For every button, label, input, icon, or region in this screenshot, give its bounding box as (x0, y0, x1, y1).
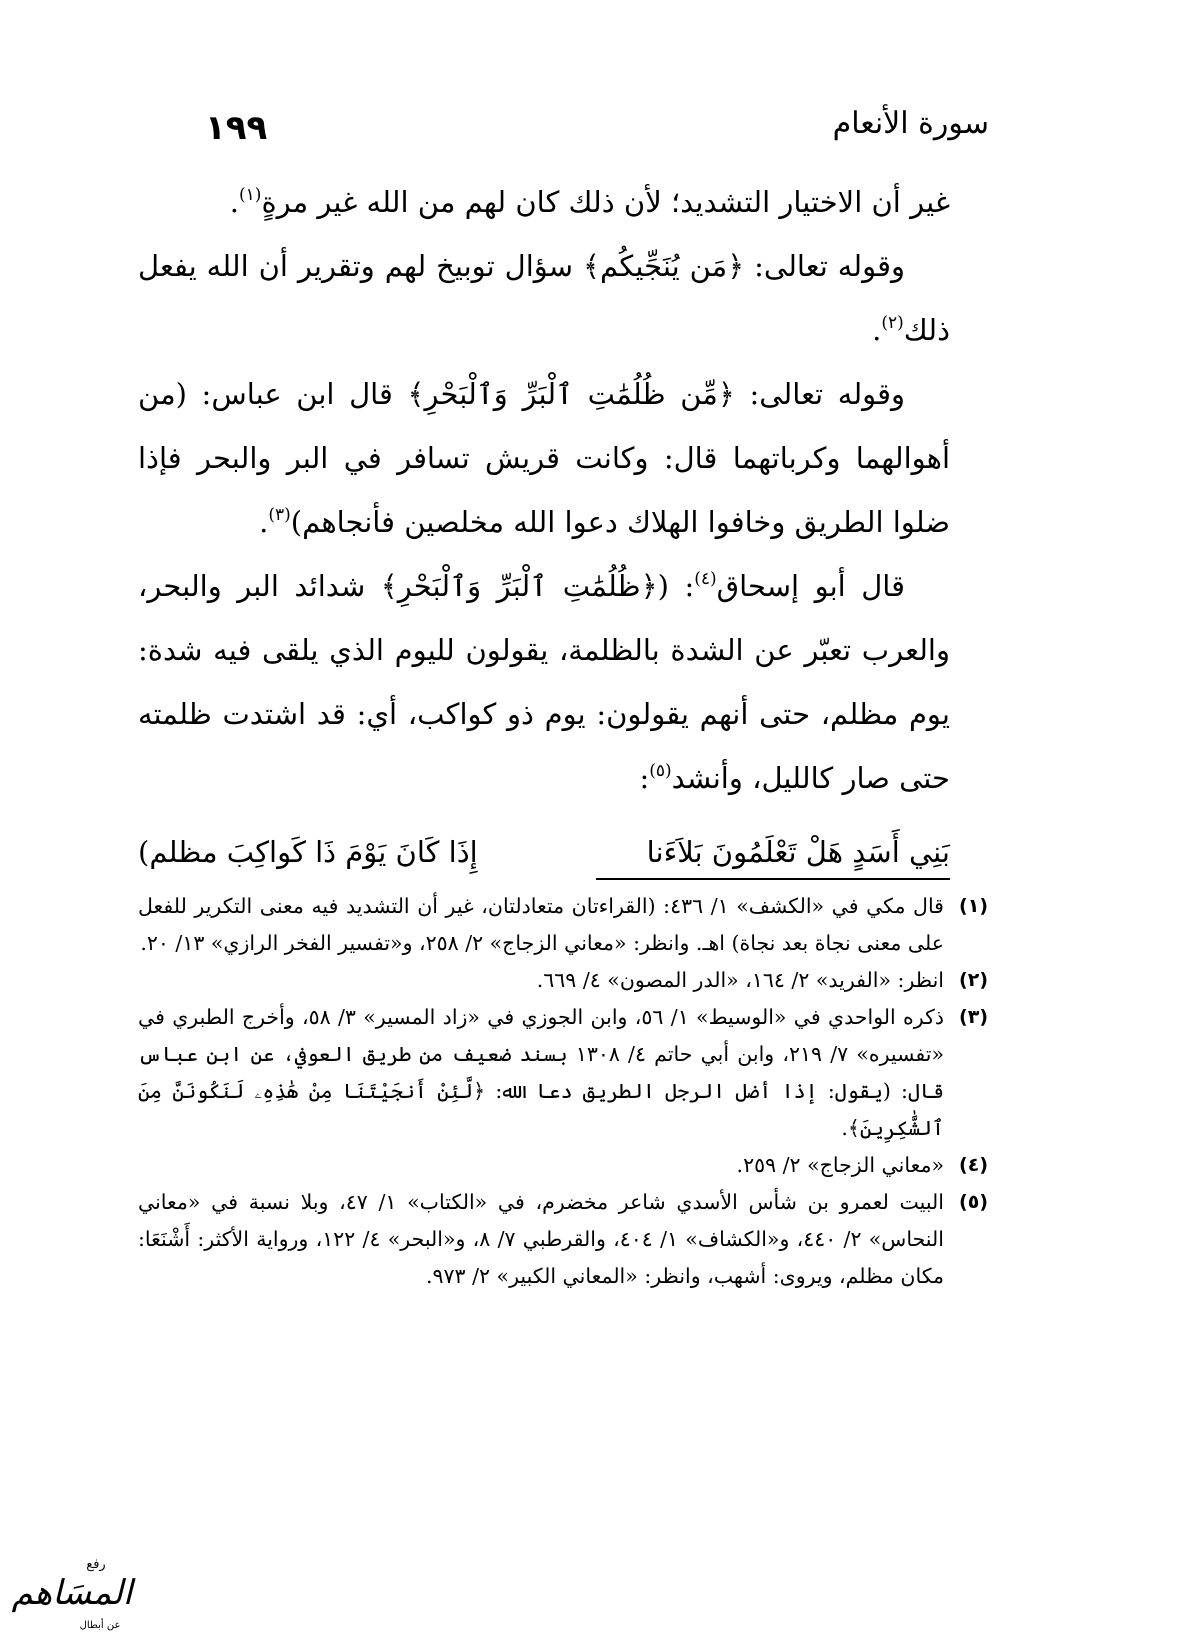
footnote-text: قال مكي في «الكشف» ١/ ٤٣٦: (القراءتان متعادلتان، غير أن التشديد فيه معنى التكرير للفعل على معنى نجاة بعد نجاة) اهـ. وانظر: «معاني الزجاج» ٢/ ٢٥٨، و«تفسير الفخر الرازي» ١٣/ ٢٠. (138, 894, 944, 955)
footnote-text: انظر: «الفريد» ٢/ ١٦٤، «الدر المصون» ٤/ ٦٦٩. (536, 968, 944, 992)
footnote-text: البيت لعمرو بن شأس الأسدي شاعر مخضرم، في «الكتاب» ١/ ٤٧، وبلا نسبة في «معاني النحاس» ٢/ ٤٤٠، و«الكشاف» ١/ ٤٠٤، والقرطبي ٧/ ٨، و«البحر» ٤/ ١٢٢، ورواية الأكثر: أَشْنَعَا: مكان مظلم، ويروى: أشهب، وانظر: «المعاني الكبير» ٢/ ٩٧٣. (138, 1190, 944, 1288)
footnote-ref-3: (٣) (268, 505, 291, 525)
paragraph-2: وقوله تعالى: ﴿مَن يُنَجِّيكُم﴾ سؤال توبيخ لهم وتقرير أن الله يفعل ذلك$^{(٢)}$. (138, 249, 950, 347)
paragraph-4-part-a: قال أبو إسحاق (716, 569, 906, 603)
logo-main-text: المسَاهم (11, 1573, 133, 1613)
verse-first-hemistich: بَنِي أَسَدٍ هَلْ تَعْلَمُونَ بَلاَءَنا (646, 835, 950, 869)
footnote-number: (١) (959, 895, 988, 917)
footnote-3 (138, 999, 988, 1147)
main-text (138, 170, 950, 810)
footnote-number: (٤) (959, 1154, 988, 1176)
verse-second-hemistich: إِذَا كَانَ يَوْمَ ذَا كَواكِبَ مظلم) (138, 835, 478, 869)
footnotes-section (138, 888, 988, 1295)
footnote-ref-1: (١) (239, 185, 262, 205)
publisher-logo (0, 1552, 150, 1644)
paragraph-1: غير أن الاختيار التشديد؛ لأن ذلك كان لهم من الله غير مرةٍ$^{(١)}$. (229, 185, 950, 219)
page-number: ١٩٩ (205, 108, 268, 148)
paragraph-2-text: وقوله تعالى: ﴿مَن يُنَجِّيكُم﴾ سؤال توبيخ لهم وتقرير أن الله يفعل ذلك (138, 249, 950, 347)
surah-title: سورة الأنعام (832, 106, 989, 141)
paragraph-4-part-c: : (639, 761, 650, 795)
footnote-number: (٢) (959, 969, 988, 991)
footnote-2 (138, 962, 988, 999)
footnote-text: «معاني الزجاج» ٢/ ٢٥٩. (736, 1153, 944, 1177)
logo-sub-text: عن أبطال (79, 1620, 121, 1631)
footnote-ref-2: (٢) (881, 313, 904, 333)
poetry-verse (138, 820, 950, 884)
footnote-text: ذكره الواحدي في «الوسيط» ١/ ٥٦، وابن الجوزي في «زاد المسير» ٣/ ٥٨، وأخرج الطبري في «تفسيره» ٧/ ٢١٩، وابن أبي حاتم ٤/ ١٣٠٨ بسند ضعيف من طريق العوفي، عن ابن عباس قال: (يقول: إذا أضل الرجل الطريق دعا الله: ﴿لَّئِنْ أَنجَيْتَنَا مِنْ هَٰذِهِۦ لَنَكُونَنَّ مِنَ ٱلشَّٰكِرِينَ﴾. (138, 1005, 944, 1140)
paragraph-3-text: وقوله تعالى: ﴿مِّن ظُلُمَٰتِ ٱلْبَرِّ وَٱلْبَحْرِ﴾ قال ابن عباس: (من أهوالهما وكرباتهما قال: وكانت قريش تسافر في البر والبحر فإذا ضلوا الطريق وخافوا الهلاك دعوا الله مخلصين فأنجاهم) (138, 377, 950, 539)
footnote-5 (138, 1184, 988, 1295)
footnote-number: (٥) (959, 1191, 988, 1213)
footnote-number: (٣) (959, 1006, 988, 1028)
footnote-divider (596, 878, 950, 880)
footnote-ref-4: (٤) (694, 569, 717, 589)
paragraph-4 (138, 554, 950, 810)
footnote-4 (138, 1147, 988, 1184)
paragraph-4-part-b: : (﴿ظُلُمَٰتِ ٱلْبَرِّ وَٱلْبَحْرِ﴾ شدائد البر والبحر، والعرب تعبّر عن الشدة بالظلمة، يقولون لليوم الذي يلقى فيه شدة: يوم مظلم، حتى أنهم يقولون: يوم ذو كواكب، أي: قد اشتدت ظلمته حتى صار كالليل، وأنشد (138, 569, 950, 795)
paragraph-3: وقوله تعالى: ﴿مِّن ظُلُمَٰتِ ٱلْبَرِّ وَٱلْبَحْرِ﴾ قال ابن عباس: (من أهوالهما وكرباتهما قال: وكانت قريش تسافر في البر والبحر فإذا ضلوا الطريق وخافوا الهلاك دعوا الله مخلصين فأنجاهم)$^{(٣)}$. (138, 377, 950, 539)
paragraph-1-text: غير أن الاختيار التشديد؛ لأن ذلك كان لهم من الله غير مرةٍ (261, 185, 950, 219)
footnote-ref-5: (٥) (649, 761, 672, 781)
logo-top-text: رفع (86, 1557, 106, 1572)
footnote-1 (138, 888, 988, 962)
